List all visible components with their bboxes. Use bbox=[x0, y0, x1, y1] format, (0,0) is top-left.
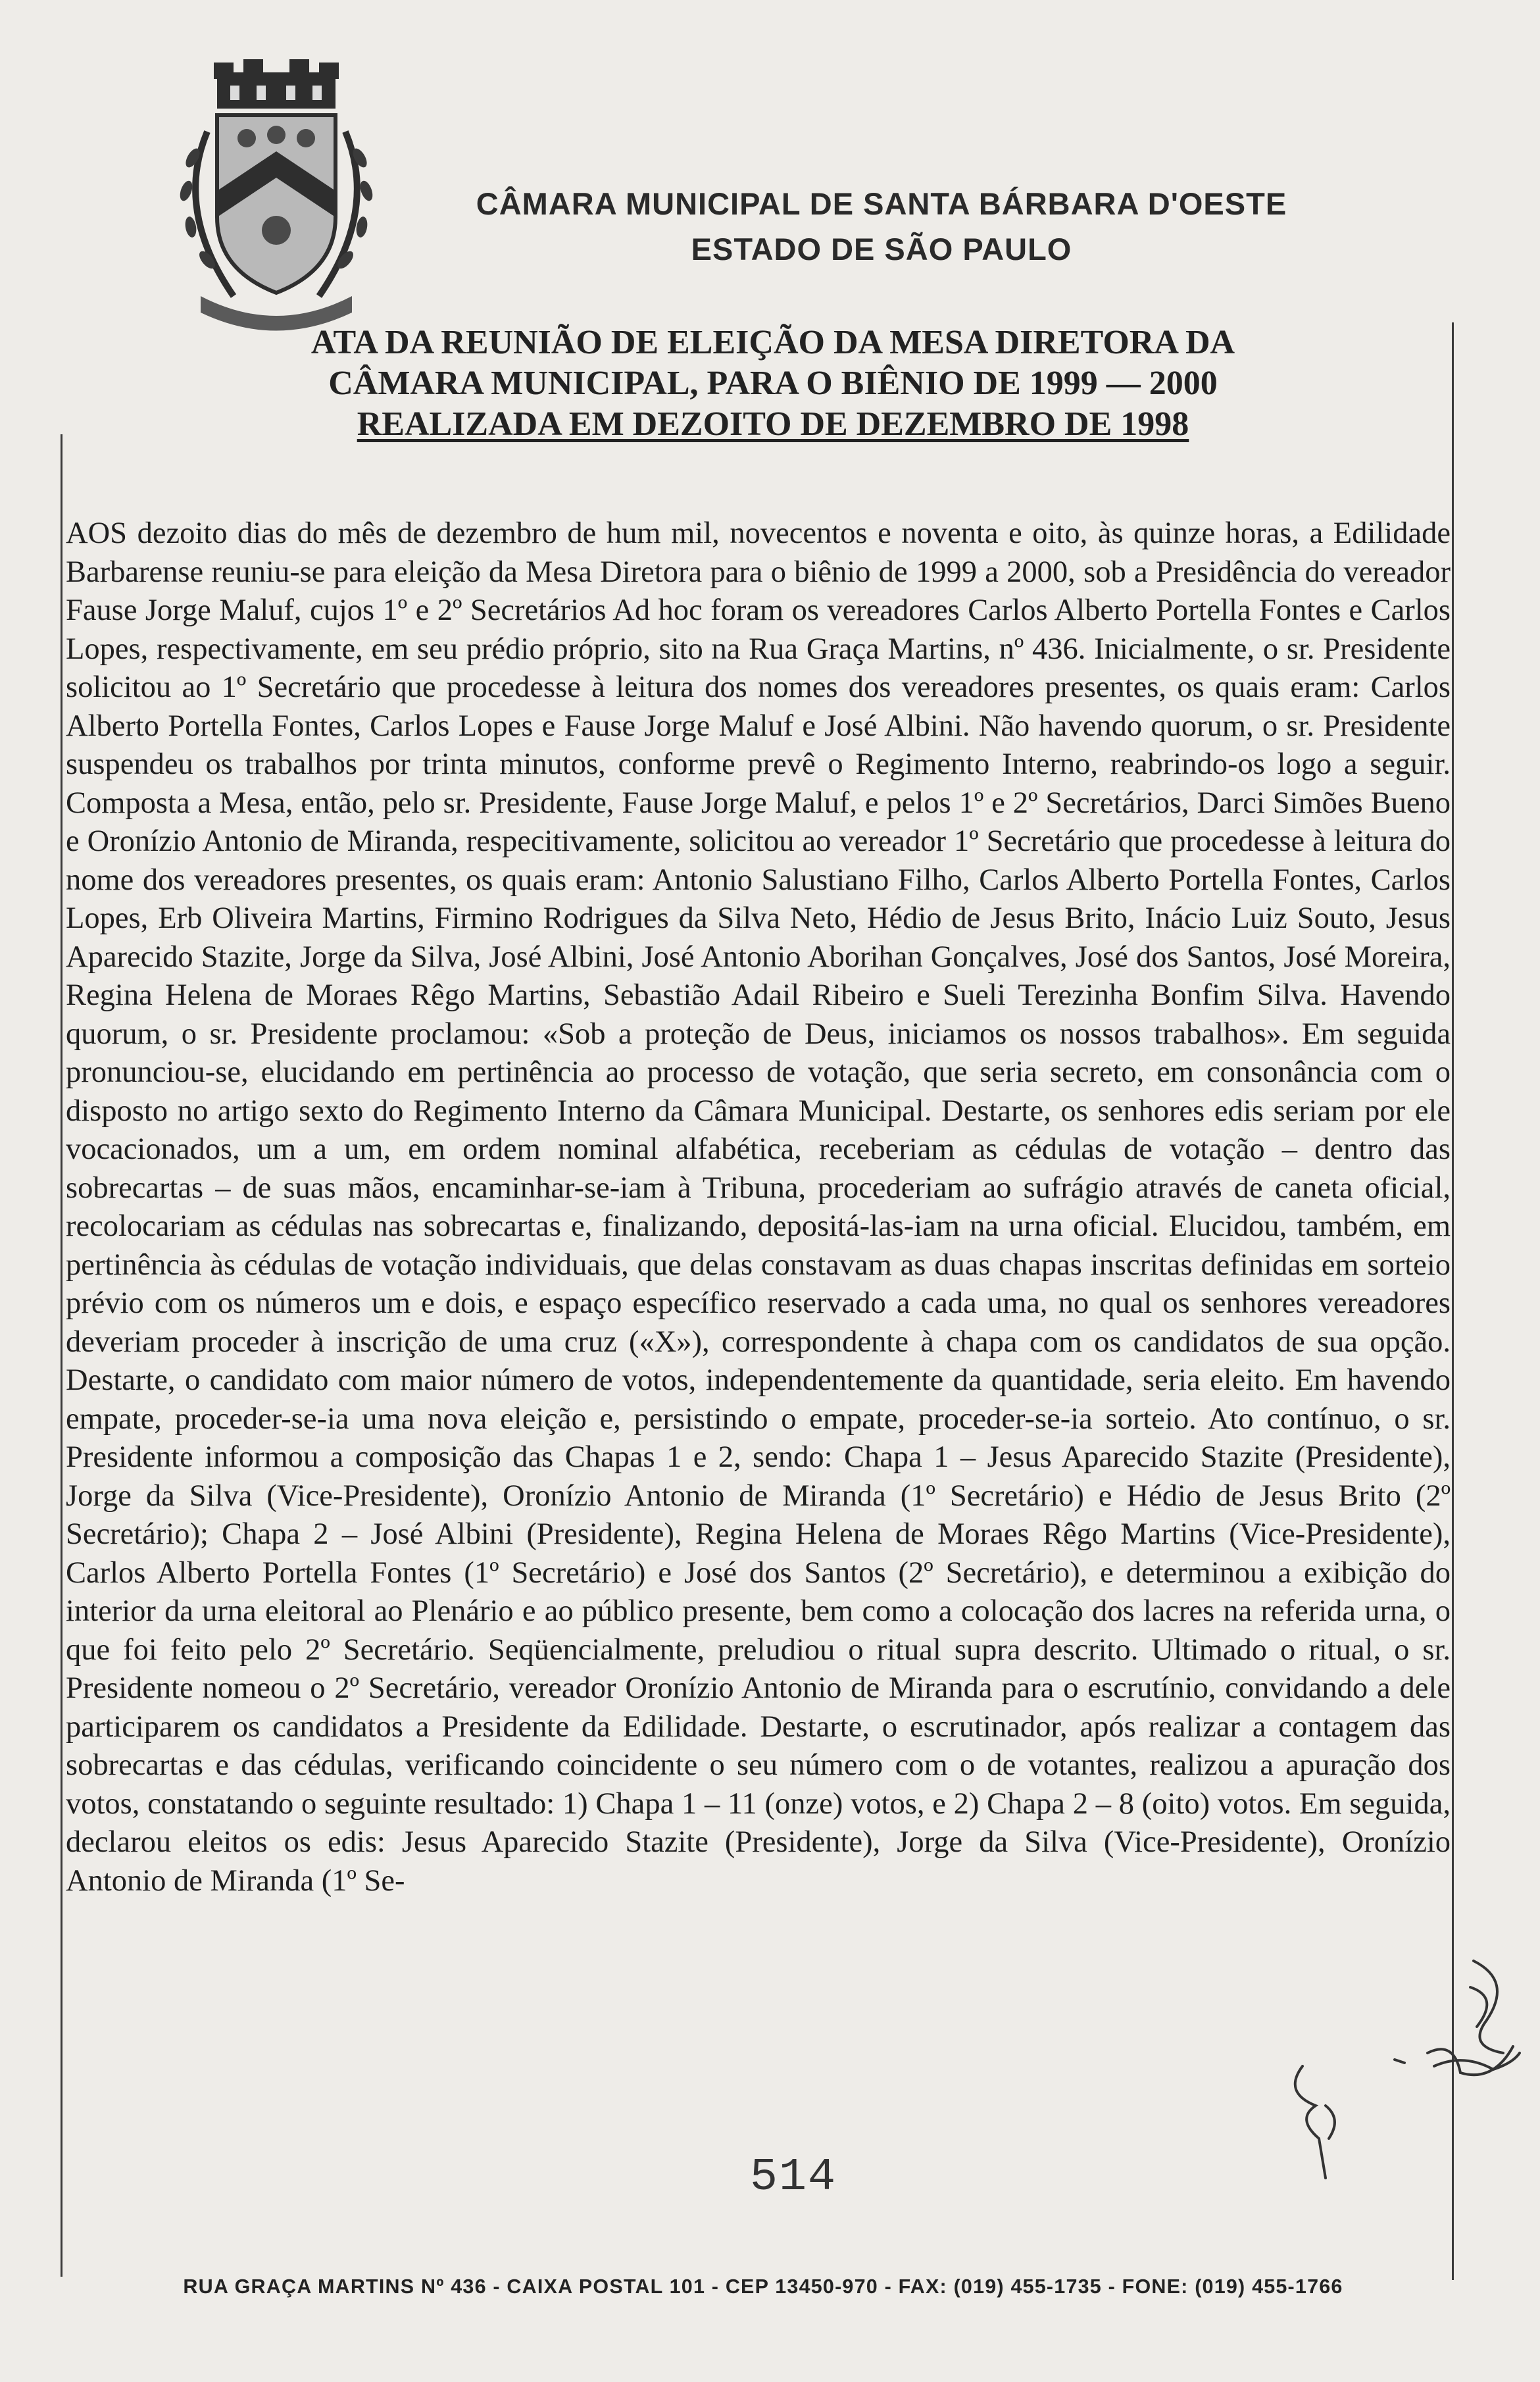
footer-address: RUA GRAÇA MARTINS Nº 436 - CAIXA POSTAL 101 - CEP 13450-970 - FAX: (019) 455-1735 - FONE: (019) 455-1766 bbox=[183, 2275, 1343, 2298]
page-number: 514 bbox=[750, 2152, 837, 2204]
coat-of-arms-icon bbox=[161, 59, 391, 336]
document-title bbox=[197, 322, 1349, 445]
title-line-1: ATA DA REUNIÃO DE ELEIÇÃO DA MESA DIRETORA DA bbox=[310, 324, 1235, 361]
institution-name: CÂMARA MUNICIPAL DE SANTA BÁRBARA D'OESTE bbox=[476, 186, 1287, 221]
handwritten-initials bbox=[1204, 1941, 1533, 2204]
title-line-2: CÂMARA MUNICIPAL, PARA O BIÊNIO DE 1999 — 2000 bbox=[328, 365, 1218, 402]
minutes-body-text: AOS dezoito dias do mês de dezembro de hum mil, novecentos e noventa e oito, às quinze horas, a Edilidade Barbarense reuniu-se para eleição da Mesa Diretora para o biênio de 1999 a 2000, sob a Presidência do vereador Fause Jorge Maluf, cujos 1º e 2º Secretários Ad hoc foram os vereadores Carlos Alberto Portella Fontes e Carlos Lopes, respectivamente, em seu prédio próprio, sito na Rua Graça Martins, nº 436. Inicialmente, o sr. Presidente solicitou ao 1º Secretário que procedesse à leitura dos nomes dos vereadores presentes, os quais eram: Carlos Alberto Portella Fontes, Carlos Lopes e Fause Jorge Maluf e José Albini. Não havendo quorum, o sr. Presidente suspendeu os trabalhos por trinta minutos, conforme prevê o Regimento Interno, reabrindo-os logo a seguir. Composta a Mesa, então, pelo sr. Presidente, Fause Jorge Maluf, e pelos 1º e 2º Secretários, Darci Simões Bueno e Oronízio Antonio de Miranda, respecitivamente, solicitou ao vereador 1º Secretário que procedesse à leitura do nome dos vereadores presentes, os quais eram: Antonio Salustiano Filho, Carlos Alberto Portella Fontes, Carlos Lopes, Erb Oliveira Martins, Firmino Rodrigues da Silva Neto, Hédio de Jesus Brito, Inácio Luiz Souto, Jesus Aparecido Stazite, Jorge da Silva, José Albini, José Antonio Aborihan Gonçalves, José dos Santos, José Moreira, Regina Helena de Moraes Rêgo Martins, Sebastião Adail Ribeiro e Sueli Terezinha Bonfim Silva. Havendo quorum, o sr. Presidente proclamou: «Sob a proteção de Deus, iniciamos os nossos trabalhos». Em seguida pronunciou-se, elucidando em pertinência ao processo de votação, que seria secreto, em consonância com o disposto no artigo sexto do Regimento Interno da Câmara Municipal. Destarte, os senhores edis seriam por ele vocacionados, um a um, em ordem nominal alfabética, receberiam as cédulas de votação – dentro das sobrecartas – de suas mãos, encaminhar-se-iam à Tribuna, procederiam ao sufrágio através de caneta oficial, recolocariam as cédulas nas sobrecartas e, finalizando, depositá-las-iam na urna oficial. Elucidou, também, em pertinência às cédulas de votação individuais, que delas constavam as duas chapas inscritas definidas em sorteio prévio com os números um e dois, e espaço específico reservado a cada uma, no qual os senhores vereadores deveriam proceder à inscrição de uma cruz («X»), correspondente à chapa com os candidatos de sua opção. Destarte, o candidato com maior número de votos, independentemente da quantidade, seria eleito. Em havendo empate, proceder-se-ia uma nova eleição e, persistindo o empate, proceder-se-ia sorteio. Ato contínuo, o sr. Presidente informou a composição das Chapas 1 e 2, sendo: Chapa 1 – Jesus Aparecido Stazite (Presidente), Jorge da Silva (Vice-Presidente), Oronízio Antonio de Miranda (1º Secretário) e Hédio de Jesus Brito (2º Secretário); Chapa 2 – José Albini (Presidente), Regina Helena de Moraes Rêgo Martins (Vice-Presidente), Carlos Alberto Portella Fontes (1º Secretário) e José dos Santos (2º Secretário), e determinou a exibição do interior da urna eleitoral ao Plenário e ao público presente, bem como a colocação dos lacres na referida urna, o que foi feito pelo 2º Secretário. Seqüencialmente, preludiou o ritual supra descrito. Ultimado o ritual, o sr. Presidente nomeou o 2º Secretário, vereador Oronízio Antonio de Miranda para o escrutínio, convidando a dele participarem os candidatos a Presidente da Edilidade. Destarte, o escrutinador, após realizar a contagem das sobrecartas e das cédulas, verificando coincidente o seu número com o de votantes, realizou a apuração dos votos, constatando o seguinte resultado: 1) Chapa 1 – 11 (onze) votos, e 2) Chapa 2 – 8 (oito) votos. Em seguida, declarou eleitos os edis: Jesus Aparecido Stazite (Presidente), Jorge da Silva (Vice-Presidente), Oronízio Antonio de Miranda (1º Se- bbox=[66, 517, 1451, 1898]
title-line-3: REALIZADA EM DEZOITO DE DEZEMBRO DE 1998 bbox=[357, 405, 1189, 443]
letterhead-text bbox=[434, 186, 1329, 267]
left-margin-rule bbox=[61, 434, 62, 2277]
state-name: ESTADO DE SÃO PAULO bbox=[691, 232, 1072, 266]
